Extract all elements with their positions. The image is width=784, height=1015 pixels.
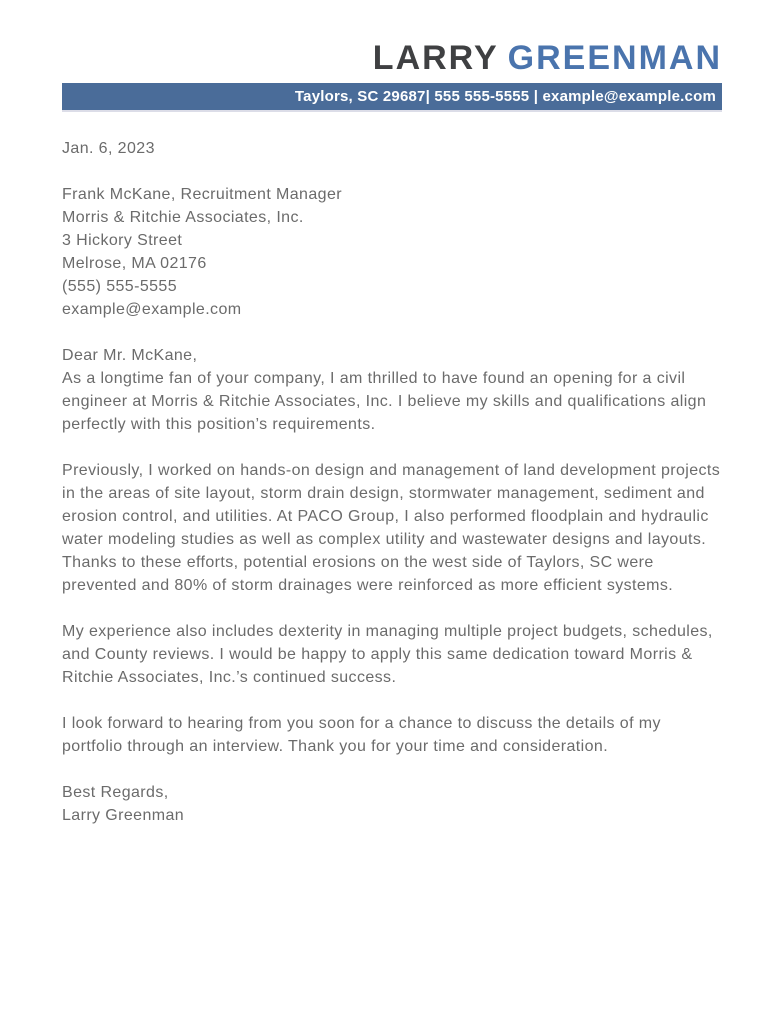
recipient-block <box>62 183 722 321</box>
last-name: GREENMAN <box>507 39 722 77</box>
paragraph-experience: Previously, I worked on hands-on design and management of land development projects in the areas of site layout, storm drain design, stormwater management, sediment and erosion control, and utilities. At PACO Group, I also performed floodplain and hydraulic water modeling studies as well as complex utility and wastewater designs and layouts. Thanks to these efforts, potential erosions on the west side of Taylors, SC were prevented and 80% of storm drainages were reinforced as more efficient systems. <box>62 462 721 594</box>
recipient-company: Morris & Ritchie Associates, Inc. <box>62 209 304 226</box>
recipient-phone: (555) 555-5555 <box>62 278 178 295</box>
paragraph-intro: As a longtime fan of your company, I am thrilled to have found an opening for a civil engineer at Morris & Ritchie Associates, Inc. I believe my skills and qualifications align perfectly with this position’s requirements. <box>62 370 707 433</box>
closing-block <box>62 781 722 827</box>
paragraph-call-to-action: I look forward to hearing from you soon for a chance to discuss the details of my portfolio through an interview. Thank you for your time and consideration. <box>62 715 661 755</box>
salutation: Dear Mr. McKane, <box>62 347 198 364</box>
contact-info: Taylors, SC 29687| 555 555-5555 | example@example.com <box>294 88 716 105</box>
first-name: LARRY <box>372 39 499 77</box>
contact-bar <box>62 83 722 112</box>
recipient-name-title: Frank McKane, Recruitment Manager <box>62 186 342 203</box>
paragraph-skills: My experience also includes dexterity in managing multiple project budgets, schedules, and County reviews. I would be happy to apply this same dedication toward Morris & Ritchie Associates, Inc.’s continued success. <box>62 623 713 686</box>
recipient-city-state-zip: Melrose, MA 02176 <box>62 255 207 272</box>
letterhead <box>0 0 784 112</box>
recipient-email: example@example.com <box>62 301 242 318</box>
signature-name: Larry Greenman <box>62 807 185 824</box>
letterhead-name <box>62 40 722 77</box>
letter-body <box>62 137 722 827</box>
recipient-street: 3 Hickory Street <box>62 232 183 249</box>
letter-date: Jan. 6, 2023 <box>62 140 155 157</box>
closing-phrase: Best Regards, <box>62 784 169 801</box>
